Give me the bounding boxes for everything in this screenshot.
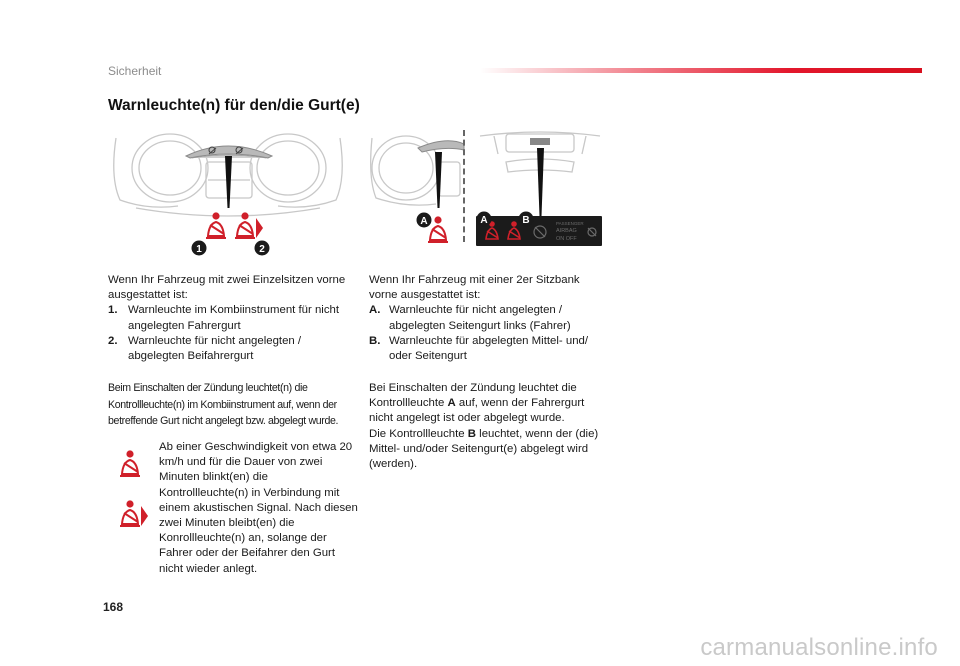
para-text: auf, wenn der Fahrergurt nicht angelegt ist oder abgelegt wurde. xyxy=(369,397,585,425)
para-text: Die Kontrollleuchte xyxy=(369,427,468,440)
callout-1-badge xyxy=(192,241,207,256)
seatbelt-passenger-icon xyxy=(120,500,148,526)
page-number: 168 xyxy=(103,600,124,614)
panel-line-3: ON OFF xyxy=(556,236,577,242)
panel-line-1: PASSENGER xyxy=(556,221,584,226)
callout-2: 2 xyxy=(259,244,265,255)
list-marker: 2. xyxy=(108,334,118,347)
figure-ceiling-panel xyxy=(470,128,610,248)
ignition-paragraph xyxy=(369,381,609,472)
list-text: Warnleuchte für nicht angelegten / abgelegten Seitengurt links (Fahrer) xyxy=(389,304,571,332)
ignition-note: Beim Einschalten der Zündung leuchtet(n) die Kontrollleuchte(n) im Kombiinstrument auf, wenn der betreffende Gurt nicht angelegt bzw. abgelegt wurde. xyxy=(108,382,339,427)
right-intro: Wenn Ihr Fahrzeug mit einer 2er Sitzbank vorne ausgestattet ist: xyxy=(369,274,580,302)
callout-a-badge xyxy=(417,213,432,228)
right-column xyxy=(369,273,609,364)
figure-cluster-bench xyxy=(366,128,466,248)
list-text: Warnleuchte für abgelegten Mittel- und/ oder Seitengurt xyxy=(389,334,589,363)
list-text: Warnleuchte im Kombiinstrument für nicht angelegten Fahrergurt xyxy=(128,304,340,332)
para-text: Bei Einschalten der Zündung leuchtet die Kontrollleuchte xyxy=(369,382,577,410)
list-item xyxy=(108,303,353,333)
panel-line-2: AIRBAG xyxy=(556,228,577,234)
section-label: Sicherheit xyxy=(108,64,162,78)
list-marker: A. xyxy=(369,304,381,317)
left-intro: Wenn Ihr Fahrzeug mit zwei Einzelsitzen vorne ausgestattet ist: xyxy=(108,274,346,302)
speed-warning-text: Ab einer Geschwindigkeit von etwa 20 km/h und für die Dauer von zwei Minuten blinkt(en) die Kontrollleuchte(n) in Verbindung mit einem akustischen Signal. Nach diesen zwei Minuten bleibt(en) die Konrollleuchte(n) an, solange der Fahrer oder der Beifahrer den Gurt nicht wieder anlegt. xyxy=(159,441,358,575)
callout-b-badge xyxy=(519,212,534,227)
callout-2-badge xyxy=(255,241,270,256)
watermark: carmanualsonline.info xyxy=(700,634,938,661)
list-item xyxy=(369,334,609,364)
list-marker: 1. xyxy=(108,304,118,317)
speed-warning-icons xyxy=(112,444,152,534)
callout-1: 1 xyxy=(196,244,202,255)
para-bold: B xyxy=(467,427,477,440)
para-text: leuchtet, wenn der (die) Mittel- und/oder Seitengurt(e) abgelegt wird (werden). xyxy=(369,427,599,471)
list-item xyxy=(108,334,353,364)
callout-a-badge xyxy=(477,212,492,227)
para-bold: A xyxy=(447,397,456,410)
warning-panel xyxy=(476,216,602,246)
header-accent-bar xyxy=(480,68,922,73)
page-title: Warnleuchte(n) für den/die Gurt(e) xyxy=(108,97,360,114)
list-item xyxy=(369,303,609,333)
callout-a: A xyxy=(420,216,428,227)
callout-a: A xyxy=(480,215,488,226)
list-text: Warnleuchte für nicht angelegten / abgelegten Beifahrergurt xyxy=(128,334,302,363)
figure-divider xyxy=(463,130,465,242)
figure-cluster-single-seats xyxy=(108,128,348,258)
left-column xyxy=(108,273,353,364)
callout-b: B xyxy=(522,215,530,226)
seatbelt-driver-icon xyxy=(120,450,140,476)
list-marker: B. xyxy=(369,334,381,347)
